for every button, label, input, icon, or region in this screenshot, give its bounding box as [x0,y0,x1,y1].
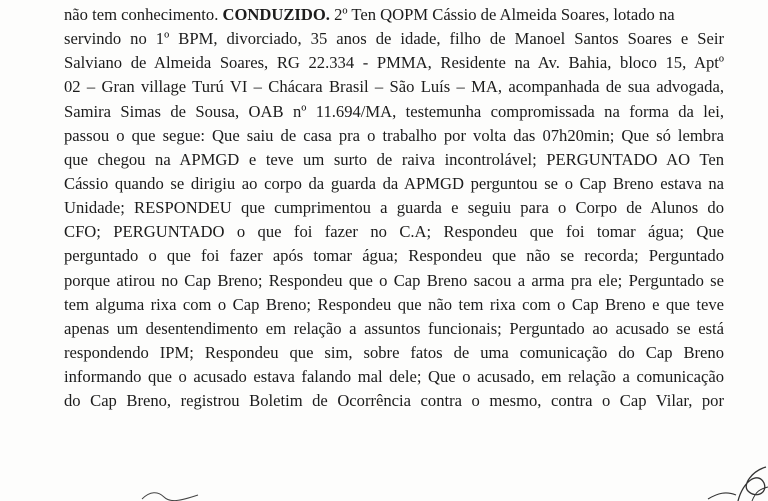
testimony-text [64,3,724,413]
handwritten-mark [140,489,200,501]
text-line-11: perguntado o que foi fazer após tomar água; Respondeu que não se recorda; Perguntado [64,246,724,266]
text-line-3: Salviano de Almeida Soares, RG 22.334 - PMMA, Residente na Av. Bahia, bloco 15, Aptº [64,53,724,73]
text-line-12: porque atirou no Cap Breno; Respondeu que o Cap Breno sacou a arma pra ele; Perguntado se [64,270,724,290]
text-line-4: 02 – Gran village Turú VI – Chácara Brasil – São Luís – MA, acompanhada de sua advogada, [64,77,724,97]
text-line-1-start: não tem conhecimento. [64,5,223,24]
text-line-10: CFO; PERGUNTADO o que foi fazer no C.A; Respondeu que foi tomar água; Que [64,222,724,242]
text-line-9: Unidade; RESPONDEU que cumprimentou a guarda e seguiu para o Corpo de Alunos do [64,198,724,218]
text-line-5: Samira Simas de Sousa, OAB nº 11.694/MA, testemunha compromissada na forma da lei, [64,101,724,121]
conduzido-heading: CONDUZIDO. [222,5,330,24]
text-line-16: informando que o acusado estava falando mal dele; Que o acusado, em relação a comunicação [64,367,724,387]
text-line-2: servindo no 1º BPM, divorciado, 35 anos de idade, filho de Manoel Santos Soares e Seir [64,29,724,49]
text-line-8: Cássio quando se dirigiu ao corpo da guarda da APMGD perguntou se o Cap Breno estava na [64,173,724,193]
text-line-17: do Cap Breno, registrou Boletim de Ocorrência contra o mesmo, contra o Cap Vilar, por [64,391,724,411]
handwritten-signature [648,441,768,501]
text-line-1-end: 2º Ten QOPM Cássio de Almeida Soares, lotado na [329,5,675,24]
text-line-15: respondendo IPM; Respondeu que sim, sobre fatos de uma comunicação do Cap Breno [64,342,724,362]
text-line-13: tem alguma rixa com o Cap Breno; Respondeu que não tem rixa com o Cap Breno e que teve [64,294,724,314]
text-line-1 [64,3,724,27]
text-line-7: que chegou na APMGD e teve um surto de raiva incontrolável; PERGUNTADO AO Ten [64,149,724,169]
text-line-6: passou o que segue: Que saiu de casa pra o trabalho por volta das 07h20min; Que só lembra [64,125,724,145]
text-line-14: apenas um desentendimento em relação a assuntos funcionais; Perguntado ao acusado se está [64,318,724,338]
